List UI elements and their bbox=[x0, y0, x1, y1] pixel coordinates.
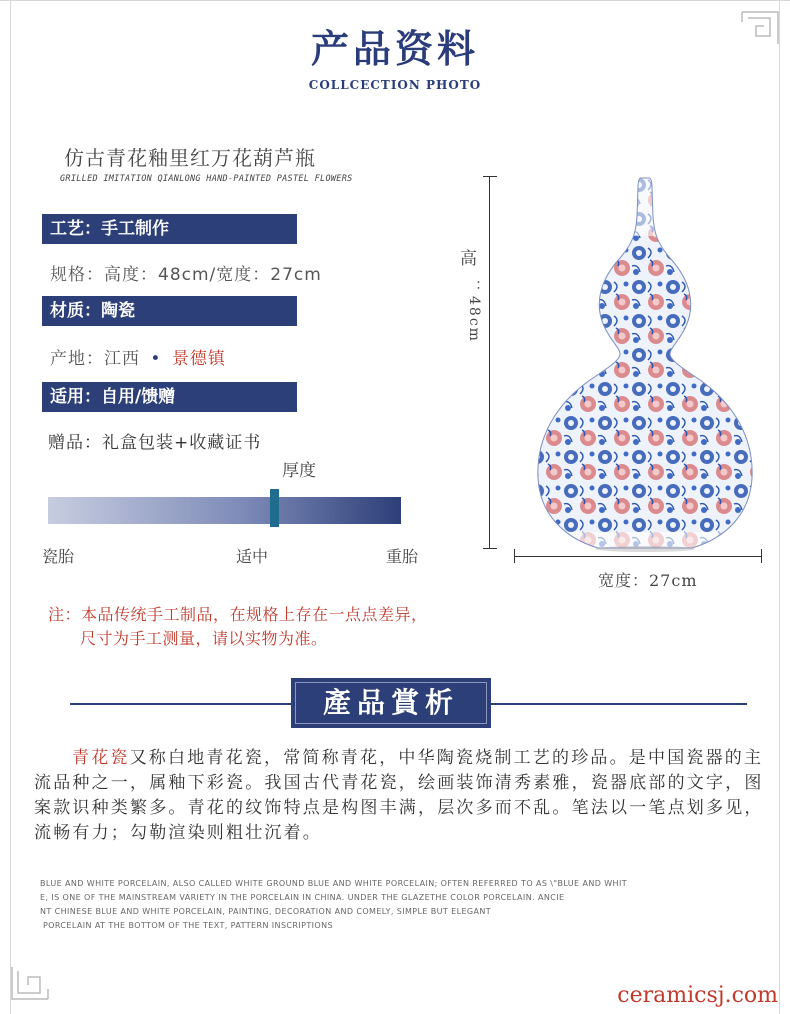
spec-bar-craft bbox=[42, 214, 297, 244]
analysis-en-line-4: PORCELAIN AT THE BOTTOM OF THE TEXT, PATTERN INSCRIPTIONS bbox=[40, 921, 333, 930]
spec-craft-label: 工艺： bbox=[50, 219, 101, 239]
spec-craft-value: 手工制作 bbox=[101, 219, 169, 239]
spec-origin-city: 景德镇 bbox=[171, 349, 226, 369]
spec-usage-label: 适用： bbox=[50, 387, 101, 407]
analysis-en-line-2: E, IS ONE OF THE MAINSTREAM VARIETY IN THE PORCELAIN IN CHINA. UNDER THE GLAZETHE COLOR PORCELAIN. ANCIE bbox=[40, 893, 565, 902]
watermark: ceramicsj.com bbox=[617, 983, 778, 1008]
section-title: 產品賞析 bbox=[322, 686, 459, 719]
width-value: 宽度：27cm bbox=[598, 571, 698, 590]
analysis-en-line-3: NT CHINESE BLUE AND WHITE PORCELAIN, PAINTING, DECORATION AND COMELY, SIMPLE BUT ELEGANT bbox=[40, 907, 492, 916]
spec-origin bbox=[50, 344, 226, 369]
analysis-highlight: 青花瓷 bbox=[72, 748, 130, 768]
thickness-right-label: 重胎 bbox=[386, 547, 419, 566]
spec-material-value: 陶瓷 bbox=[101, 301, 135, 321]
spec-origin-region: 江西 bbox=[104, 349, 140, 369]
spec-size: 规格：高度：48cm/宽度：27cm bbox=[50, 265, 322, 285]
note-line-1: 注：本品传统手工制品，在规格上存在一点点差异， bbox=[48, 605, 428, 624]
vase-image bbox=[528, 176, 762, 552]
thickness-middle-label: 适中 bbox=[236, 547, 269, 566]
section-divider-left bbox=[70, 703, 291, 705]
frame-line-top bbox=[0, 0, 790, 1]
spec-origin-dot: • bbox=[150, 349, 162, 369]
height-label: 高 bbox=[460, 249, 477, 269]
thickness-title: 厚度 bbox=[282, 461, 316, 481]
page-title: 产品资料 bbox=[310, 26, 479, 71]
section-divider-right bbox=[491, 703, 747, 705]
corner-fret-icon-bottom-left bbox=[10, 963, 50, 1003]
analysis-text: 又称白地青花瓷，常简称青花，中华陶瓷烧制工艺的珍品。是中国瓷器的主流品种之一，属釉下彩瓷。我国古代青花瓷，绘画装饰清秀素雅，瓷器底部的文字，图案款识种类繁多。青花的纹饰特点是构图丰满，层次多而不乱。笔法以一笔点划多见，流畅有力；勾勒渲染则粗壮沉着。 bbox=[34, 748, 764, 843]
page-subtitle: COLLCECTION PHOTO bbox=[308, 78, 482, 92]
spec-usage-value: 自用/馈赠 bbox=[101, 387, 176, 407]
thickness-gauge bbox=[48, 497, 401, 524]
height-dimension-line bbox=[489, 176, 490, 548]
height-value: ：48cm bbox=[466, 280, 482, 343]
height-tick-top bbox=[483, 176, 497, 177]
note-line-2: 尺寸为手工测量，请以实物为准。 bbox=[80, 629, 328, 648]
spec-origin-label: 产地： bbox=[50, 349, 104, 369]
spec-bar-material bbox=[42, 296, 297, 326]
spec-bar-usage bbox=[42, 382, 297, 412]
width-tick-left bbox=[514, 549, 515, 563]
thickness-gauge-marker bbox=[270, 489, 279, 527]
analysis-en-line-1: BLUE AND WHITE PORCELAIN, ALSO CALLED WHITE GROUND BLUE AND WHITE PORCELAIN; OFTEN REFERRED TO AS \"BLUE AND WHIT bbox=[40, 879, 627, 888]
section-title-box bbox=[291, 678, 491, 728]
analysis-paragraph-en bbox=[40, 877, 690, 933]
frame-line-left bbox=[10, 0, 11, 1014]
spec-gift: 赠品：礼盒包装+收藏证书 bbox=[48, 433, 262, 453]
spec-material-label: 材质： bbox=[50, 301, 101, 321]
thickness-left-label: 瓷胎 bbox=[42, 547, 75, 566]
analysis-paragraph bbox=[34, 746, 764, 846]
product-name-en: GRILLED IMITATION QIANLONG HAND-PAINTED PASTEL FLOWERS bbox=[60, 174, 353, 184]
height-tick-bottom bbox=[483, 548, 497, 549]
product-name: 仿古青花釉里红万花葫芦瓶 bbox=[64, 146, 316, 170]
frame-line-right bbox=[779, 0, 780, 1014]
width-dimension-line bbox=[514, 556, 762, 557]
